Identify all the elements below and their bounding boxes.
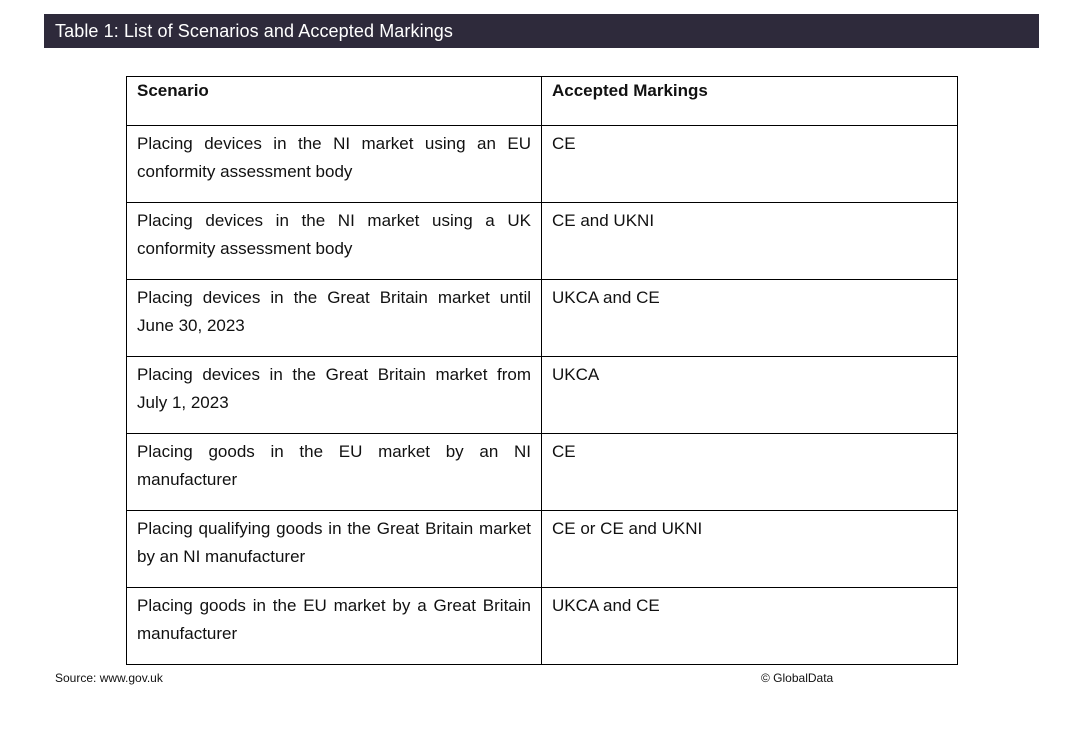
table-row: [127, 203, 958, 280]
scenario-cell: Placing devices in the Great Britain market until June 30, 2023: [127, 280, 542, 357]
source-note: Source: www.gov.uk: [55, 671, 163, 685]
markings-cell: UKCA and CE: [542, 588, 958, 665]
markings-cell: UKCA: [542, 357, 958, 434]
table-row: [127, 126, 958, 203]
scenario-cell: Placing devices in the NI market using a UK conformity assessment body: [127, 203, 542, 280]
scenario-cell: Placing devices in the Great Britain market from July 1, 2023: [127, 357, 542, 434]
scenario-cell: Placing goods in the EU market by a Great Britain manufacturer: [127, 588, 542, 665]
table-row: [127, 357, 958, 434]
scenarios-table: [126, 76, 958, 665]
scenario-cell: Placing devices in the NI market using an EU conformity assessment body: [127, 126, 542, 203]
scenario-cell: Placing qualifying goods in the Great Britain market by an NI manufacturer: [127, 511, 542, 588]
table-title: Table 1: List of Scenarios and Accepted Markings: [55, 20, 454, 41]
copyright-note: © GlobalData: [761, 671, 834, 685]
table-row: [127, 511, 958, 588]
markings-cell: CE: [542, 434, 958, 511]
markings-cell: CE: [542, 126, 958, 203]
markings-cell: CE and UKNI: [542, 203, 958, 280]
table-title-bar: [44, 14, 1039, 48]
table-header-row: [127, 77, 958, 126]
markings-cell: CE or CE and UKNI: [542, 511, 958, 588]
scenario-cell: Placing goods in the EU market by an NI manufacturer: [127, 434, 542, 511]
table-row: [127, 280, 958, 357]
column-header-accepted-markings: Accepted Markings: [542, 77, 958, 126]
markings-cell: UKCA and CE: [542, 280, 958, 357]
table-row: [127, 588, 958, 665]
table-row: [127, 434, 958, 511]
column-header-scenario: Scenario: [127, 77, 542, 126]
